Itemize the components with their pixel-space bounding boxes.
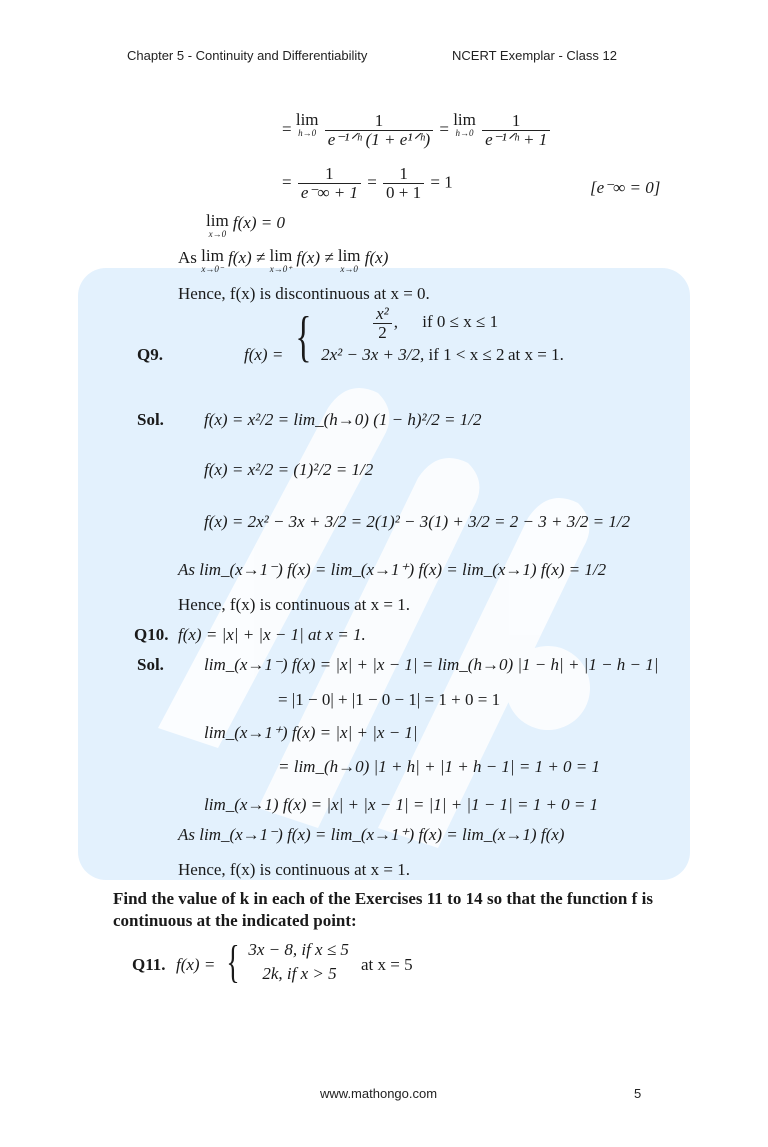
q10-sol-line6: As lim_(x→1⁻) f(x) = lim_(x→1⁺) f(x) = lim_(x→1) f(x)	[178, 825, 565, 844]
prev-solution-line3: lim x→0 f(x) = 0	[206, 211, 285, 239]
q11-function: f(x) =	[176, 955, 216, 974]
brace-icon: {	[226, 936, 240, 987]
prev-solution-note: [e⁻∞ = 0]	[590, 178, 661, 197]
q9-point: at x = 1.	[508, 345, 564, 364]
brace-icon: {	[295, 305, 312, 368]
q10-sol-line1: lim_(x→1⁻) f(x) = |x| + |x − 1| = lim_(h→0) |1 − h| + |1 − h − 1|	[204, 655, 659, 674]
exercise-intro: Find the value of k in each of the Exercises 11 to 14 so that the function f is continuous at the indicated point:	[113, 889, 653, 930]
q9-piecewise: { $\frac{\text{x²}}{2}$ , if 0 ≤ x ≤ 1 2x² − 3x + 3/2, if 1 < x ≤ 2	[295, 304, 505, 368]
q9-sol-line3: f(x) = 2x² − 3x + 3/2 = 2(1)² − 3(1) + 3/2 = 2 − 3 + 3/2 = 1/2	[204, 512, 631, 531]
q9-sol-line1: f(x) = x²/2 = lim_(h→0) (1 − h)²/2 = 1/2	[204, 410, 482, 429]
q11-label: Q11.	[132, 955, 166, 974]
q9-sol-label: Sol.	[137, 410, 164, 429]
q11-point: at x = 5	[361, 955, 413, 974]
footer-page-number: 5	[634, 1086, 642, 1101]
q10-conclusion: Hence, f(x) is continuous at x = 1.	[178, 860, 410, 879]
footer-website: www.mathongo.com	[320, 1086, 438, 1101]
limit: lim h→0	[295, 110, 319, 138]
prev-solution-line4: As lim x→0⁻ f(x) ≠ lim x→0⁺ f(x) ≠ lim x→0 f(x)	[178, 246, 389, 274]
q10-sol-line2: = |1 − 0| + |1 − 0 − 1| = 1 + 0 = 1	[278, 690, 501, 709]
q10-sol-line3: lim_(x→1⁺) f(x) = |x| + |x − 1|	[204, 723, 418, 742]
q9-conclusion: Hence, f(x) is continuous at x = 1.	[178, 595, 410, 614]
q9-function: f(x) =	[244, 345, 284, 364]
q10-sol-line4: = lim_(h→0) |1 + h| + |1 + h − 1| = 1 + 0 = 1	[278, 757, 601, 776]
q11-piecewise: { 3x − 8, if x ≤ 5 2k, if x > 5	[226, 936, 349, 987]
prev-solution-line1: = lim h→0 $\frac{1}{\text{e⁻¹ᐟʰ (1 + e¹ᐟʰ)}}$ = lim h→0 $\frac{1}{\text{e⁻¹ᐟʰ + 1}}$	[282, 112, 552, 149]
q9-label: Q9.	[137, 345, 163, 364]
prev-solution-line2: = $\frac{1}{e^-\infty + 1}$ = $\frac{1}{0 + 1}$ = 1	[282, 164, 453, 202]
prev-solution-conclusion: Hence, f(x) is discontinuous at x = 0.	[178, 284, 430, 303]
q10-sol-line5: lim_(x→1) f(x) = |x| + |x − 1| = |1| + |1 − 1| = 1 + 0 = 1	[204, 795, 599, 814]
q10-question: f(x) = |x| + |x − 1| at x = 1.	[178, 625, 366, 644]
header-chapter-title: Chapter 5 - Continuity and Differentiability	[127, 48, 368, 63]
q10-sol-label: Sol.	[137, 655, 164, 674]
q9-sol-line2: f(x) = x²/2 = (1)²/2 = 1/2	[204, 460, 374, 479]
q10-label: Q10.	[134, 625, 169, 644]
header-book-title: NCERT Exemplar - Class 12	[452, 48, 617, 63]
q9-sol-line4: As lim_(x→1⁻) f(x) = lim_(x→1⁺) f(x) = lim_(x→1) f(x) = 1/2	[178, 560, 607, 579]
